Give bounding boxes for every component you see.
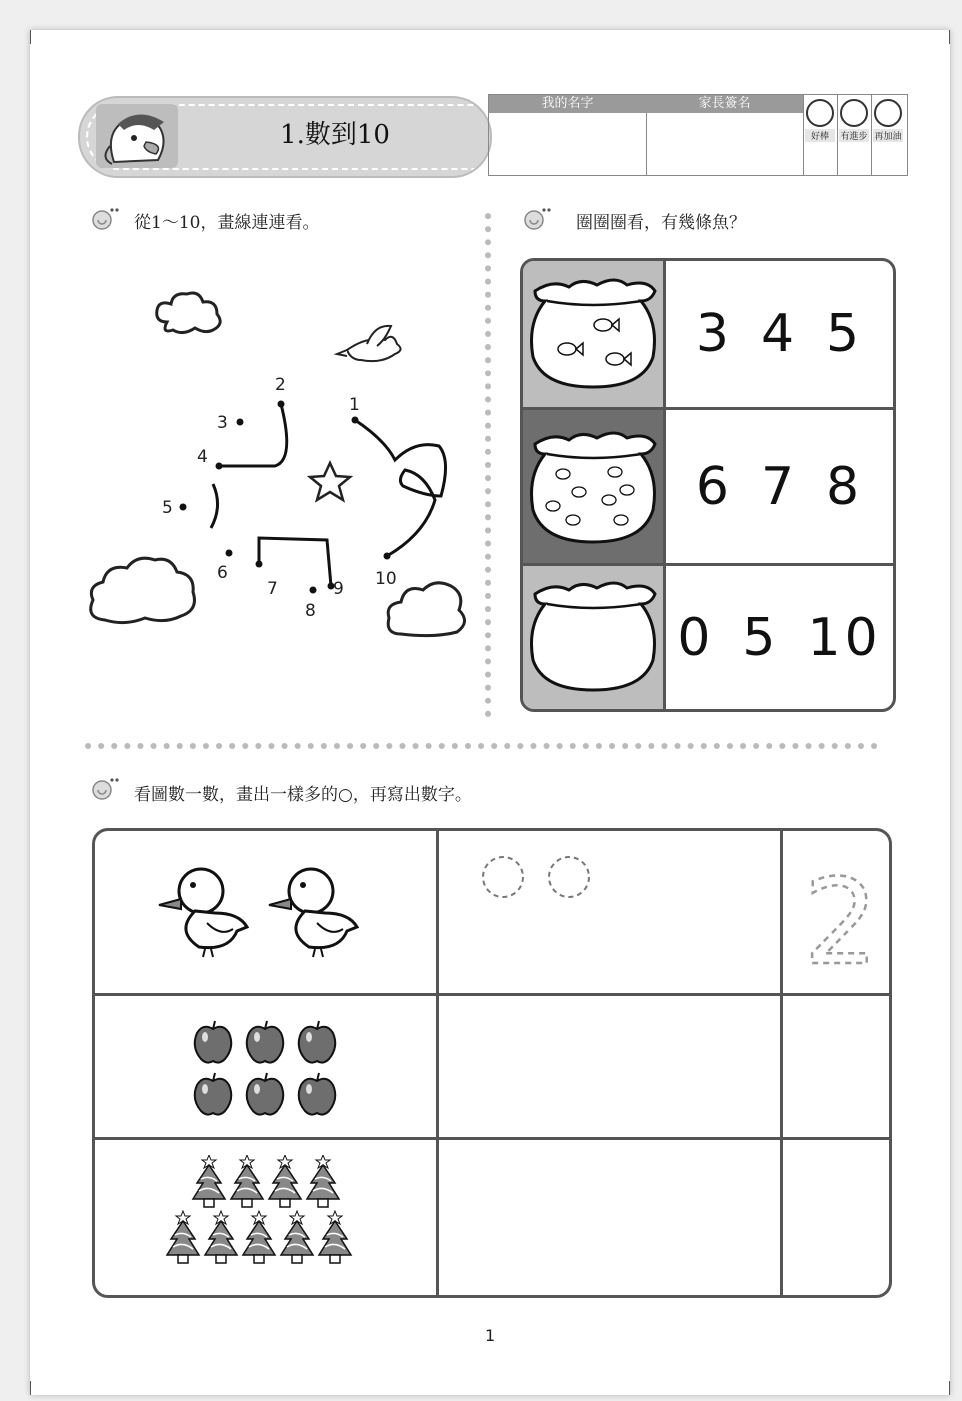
draw-circles-area-apples[interactable] [439,996,780,1137]
name-label: 我的名字 [489,95,646,113]
fish-row-2 [523,410,893,566]
star-icon [310,463,350,500]
example-circles [479,853,599,903]
snail-icon [522,206,552,230]
dot-label: 6 [217,563,228,583]
number-option[interactable]: 8 [826,456,864,517]
snail-icon [90,206,120,230]
dot-5 [180,504,187,511]
parent-signature-label: 家長簽名 [646,95,803,113]
cloud-icon [388,583,464,636]
connect-dots-instruction: 從1～10，畫線連連看。 [134,213,320,233]
dashed-circle-icon [483,857,523,897]
write-number-area-apples[interactable] [783,996,889,1137]
dot-7 [256,561,263,568]
dot-label: 4 [197,447,208,467]
rating-great[interactable] [803,95,838,175]
duck-icon [159,869,247,957]
page-title: 1.數到10 [280,120,390,150]
crop-mark [949,1381,950,1395]
number-choices [663,261,893,407]
connect-dots-picture [85,260,485,640]
smile-face-icon [806,99,834,127]
cloud-icon [157,293,220,333]
dotted-divider [82,740,892,752]
dot-label: 2 [275,375,286,395]
number-option[interactable]: 10 [807,607,882,668]
fishbowl-icon [523,566,663,709]
rating-label: 好棒 [805,129,835,142]
number-option[interactable]: 6 [695,456,733,517]
crop-mark [30,1381,31,1395]
fishbowl-icon [523,261,663,407]
duck-mascot-icon [94,102,180,170]
duck-pictures [155,861,385,961]
fish-count-table [520,258,896,712]
svg-text:2: 2 [803,853,879,985]
rating-label: 有進步 [839,129,869,142]
number-option[interactable]: 0 [677,607,715,668]
signature-table [488,94,908,176]
fish-row-1 [523,261,893,410]
number-option[interactable]: 4 [760,304,799,364]
dot-label: 8 [305,601,316,621]
dot-label: 7 [267,579,278,599]
connected-line [211,484,218,528]
draw-circles-instruction: 看圖數一數，畫出一樣多的○，再寫出數字。 [134,785,472,805]
dot-8 [310,587,317,594]
dot-10 [384,553,391,560]
connected-line [355,420,446,556]
name-cell[interactable] [489,95,647,175]
number-option[interactable]: 5 [826,304,864,364]
dot-1 [352,417,359,424]
neutral-face-icon [874,99,902,127]
fish-row-3 [523,566,893,709]
snail-icon [90,776,120,800]
apple-pictures [187,1017,347,1117]
number-option[interactable]: 5 [742,607,780,668]
dot-3 [237,419,244,426]
traceable-number [795,845,887,985]
dot-2 [278,401,285,408]
parent-signature-cell[interactable] [646,95,804,175]
fishbowl-cell [523,410,663,563]
page-number: 1 [485,1326,496,1345]
draw-circles-area-trees[interactable] [439,1140,780,1295]
smile-face-icon [840,99,868,127]
fishbowl-cell [523,566,663,709]
worksheet-page [30,30,950,1395]
rating-label: 再加油 [873,129,903,142]
number-choices [663,566,893,709]
connected-line [219,404,287,466]
rating-improved[interactable] [837,95,872,175]
dot-6 [226,550,233,557]
rating-try-harder[interactable] [871,95,905,175]
duck-icon [269,869,357,957]
cloud-icon [91,558,195,622]
number-option[interactable]: 7 [760,456,799,517]
counting-grid [92,828,892,1298]
dashed-circle-icon [549,857,589,897]
crop-mark [949,30,950,44]
fishbowl-cell [523,261,663,407]
dot-label: 1 [349,395,360,415]
number-option[interactable]: 3 [695,304,733,364]
count-fish-instruction: 圈圈圈看，有幾條魚？ [576,213,746,233]
dot-4 [216,463,223,470]
dot-label: 5 [162,498,173,518]
dot-label: 9 [333,579,344,599]
dot-label: 3 [217,413,228,433]
number-choices [663,410,893,563]
dot-label: 10 [375,569,397,589]
write-number-area-trees[interactable] [783,1140,889,1295]
crop-mark [30,30,31,44]
fishbowl-icon [523,410,663,563]
tree-pictures [165,1155,365,1275]
